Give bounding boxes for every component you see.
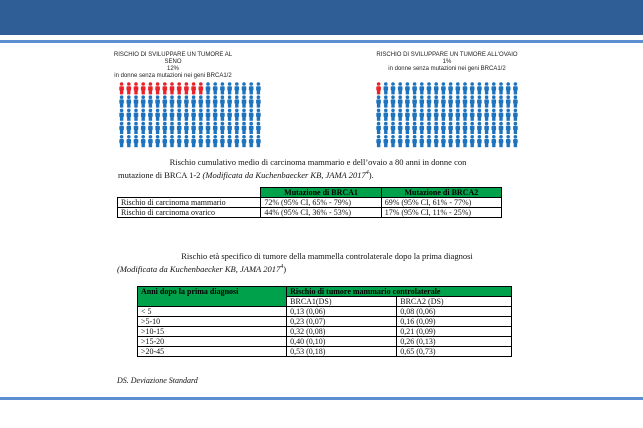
person-icon [448,135,453,147]
table2-title-end: ) [283,263,287,274]
person-icon [477,122,482,134]
person-icon [470,135,475,147]
person-icon [420,135,425,147]
footnote: DS. Deviazione Standard [117,376,198,385]
person-icon [249,95,254,107]
person-icon [213,122,218,134]
person-icon [434,122,439,134]
person-icon [391,95,396,107]
person-icon [405,82,410,94]
person-icon [134,82,139,94]
table-cell: 0,08 (0,06) [397,307,512,317]
person-icon [477,109,482,121]
table2-source: (Modificata da Kuchenbaecker KB, JAMA 2017 [117,263,281,274]
person-icon [127,122,132,134]
person-icon [242,109,247,121]
table2-source-ref: 4 [280,264,284,270]
breast-risk-percent: 12% [166,66,179,72]
person-icon [206,109,211,121]
person-icon [384,135,389,147]
table-cell: 44% (95% CI, 36% - 53%) [261,208,381,218]
person-icon [235,82,240,94]
table-row [138,327,512,337]
person-icon [391,122,396,134]
table2-title [117,251,537,275]
person-icon [148,95,153,107]
person-icon [391,109,396,121]
person-icon [220,135,225,147]
ovary-risk-subtitle: in donne senza mutazioni nei geni BRCA1/2 [388,66,506,72]
person-icon [141,109,146,121]
person-icon [412,82,417,94]
person-icon [484,82,489,94]
person-icon [141,122,146,134]
table-cell: 0,13 (0,06) [287,307,397,317]
person-icon [376,95,381,107]
person-icon [499,82,504,94]
person-icon [484,122,489,134]
person-icon [427,135,432,147]
person-icon [412,122,417,134]
person-icon [134,135,139,147]
table2-header-group: Rischio di tumore mammario controlaterale [287,287,512,297]
person-icon [249,109,254,121]
person-icon [506,95,511,107]
person-icon [448,95,453,107]
person-icon [492,122,497,134]
person-icon [492,135,497,147]
table1-source: (Modificata da Kuchenbaecker KB, JAMA 2017 [202,169,366,180]
table-cell: Rischio di carcinoma mammario [118,198,261,208]
person-icon [235,135,240,147]
breast-risk-pictogram [118,82,262,149]
person-icon [148,122,153,134]
table-row [138,307,512,317]
person-icon [199,109,204,121]
person-icon [170,135,175,147]
person-icon [448,109,453,121]
person-icon [163,95,168,107]
person-icon [184,122,189,134]
person-icon [220,95,225,107]
footer-rule [0,397,643,400]
person-icon [177,122,182,134]
person-icon [227,95,232,107]
person-icon [456,122,461,134]
person-icon [398,95,403,107]
person-icon [191,95,196,107]
table-cell: >10-15 [138,327,287,337]
header-rule [0,40,643,43]
ovary-risk-percent: 1% [442,59,452,65]
person-icon [127,135,132,147]
person-icon [249,135,254,147]
person-icon [470,82,475,94]
person-icon [470,95,475,107]
person-icon [213,95,218,107]
person-icon [398,82,403,94]
person-icon [376,135,381,147]
table1-header-brca1: Mutazione di BRCA1 [261,188,381,198]
person-icon [227,135,232,147]
person-icon [405,95,410,107]
person-icon [384,82,389,94]
person-icon [492,109,497,121]
table1-header-row [118,188,502,198]
ovary-figures [375,82,519,149]
person-icon [420,109,425,121]
person-icon [441,122,446,134]
person-icon [513,82,518,94]
person-icon [199,95,204,107]
person-icon [177,95,182,107]
person-icon [499,122,504,134]
person-icon [199,122,204,134]
person-icon [477,82,482,94]
person-icon [405,135,410,147]
person-icon [170,122,175,134]
person-icon [206,95,211,107]
person-icon [376,122,381,134]
person-icon [506,122,511,134]
table-row [138,317,512,327]
person-icon [191,135,196,147]
person-icon [155,82,160,94]
person-icon [119,122,124,134]
person-icon [470,109,475,121]
person-icon [227,109,232,121]
person-icon [155,135,160,147]
person-icon [441,135,446,147]
person-icon [119,82,124,94]
person-icon [163,122,168,134]
person-icon [170,109,175,121]
person-icon [398,122,403,134]
person-icon [141,95,146,107]
person-icon [434,82,439,94]
person-icon [427,95,432,107]
person-icon [456,82,461,94]
person-icon [420,122,425,134]
person-icon [405,109,410,121]
contralateral-risk-table [137,286,512,357]
brca-cumulative-risk-table [117,187,502,218]
person-icon [213,135,218,147]
table-cell: >20-45 [138,347,287,357]
person-icon [456,95,461,107]
person-icon [513,135,518,147]
person-icon [235,122,240,134]
person-icon [199,82,204,94]
person-icon [456,135,461,147]
person-icon [184,95,189,107]
person-icon [484,135,489,147]
person-icon [249,82,254,94]
person-icon [184,82,189,94]
person-icon [177,135,182,147]
person-icon [177,109,182,121]
person-icon [398,135,403,147]
person-icon [448,122,453,134]
table-cell: 72% (95% CI, 65% - 79%) [261,198,381,208]
table1-header-empty [118,188,261,198]
person-icon [119,95,124,107]
person-icon [441,95,446,107]
person-icon [434,95,439,107]
person-icon [477,95,482,107]
person-icon [213,82,218,94]
person-icon [127,95,132,107]
person-icon [434,109,439,121]
person-icon [463,109,468,121]
person-icon [384,122,389,134]
ovary-risk-pictogram [375,82,519,149]
ovary-risk-caption [372,52,522,73]
person-icon [391,82,396,94]
table2-title-line1: Rischio età specifico di tumore della mammella controlaterale dopo la prima diagnosi [181,251,473,261]
person-icon [163,135,168,147]
person-icon [141,135,146,147]
person-icon [499,135,504,147]
person-icon [148,109,153,121]
person-icon [477,135,482,147]
person-icon [249,122,254,134]
table-cell: 0,23 (0,07) [287,317,397,327]
table1-intro-line2: mutazione di BRCA 1-2 [118,169,203,180]
breast-risk-subtitle: in donne senza mutazioni nei geni BRCA1/2 [114,73,232,79]
person-icon [506,82,511,94]
person-icon [441,82,446,94]
table2-header-years: Anni dopo la prima diagnosi [138,287,287,307]
breast-risk-title: RISCHIO DI SVILUPPARE UN TUMORE AL SENO [113,52,233,65]
person-icon [127,109,132,121]
person-icon [513,95,518,107]
table-cell: Rischio di carcinoma ovarico [118,208,261,218]
person-icon [127,82,132,94]
table-cell: 0,21 (0,09) [397,327,512,337]
person-icon [506,109,511,121]
person-icon [499,95,504,107]
person-icon [155,95,160,107]
person-icon [427,122,432,134]
ovary-risk-title: RISCHIO DI SVILUPPARE UN TUMORE ALL'OVAIO [376,52,518,58]
person-icon [155,122,160,134]
table-cell: 0,65 (0,73) [397,347,512,357]
person-icon [155,109,160,121]
person-icon [184,135,189,147]
person-icon [513,122,518,134]
person-icon [177,82,182,94]
person-icon [184,109,189,121]
table-row [118,198,502,208]
person-icon [463,122,468,134]
person-icon [163,82,168,94]
table-cell: 0,26 (0,13) [397,337,512,347]
person-icon [506,135,511,147]
person-icon [441,109,446,121]
table-cell: 17% (95% CI, 11% - 25%) [381,208,501,218]
person-icon [206,122,211,134]
table1-intro-line1: Rischio cumulativo medio di carcinoma mammario e dell’ovaio a 80 anni in donne con [169,157,467,167]
table-cell: >5-10 [138,317,287,327]
person-icon [256,109,261,121]
person-icon [256,82,261,94]
person-icon [420,95,425,107]
person-icon [463,135,468,147]
person-icon [427,109,432,121]
table2-header-row [138,287,512,297]
person-icon [434,135,439,147]
person-icon [463,95,468,107]
person-icon [191,109,196,121]
person-icon [206,82,211,94]
table2-subheader-brca2: BRCA2 (DS) [397,297,512,307]
person-icon [191,122,196,134]
person-icon [134,95,139,107]
person-icon [148,82,153,94]
table-row [118,208,502,218]
person-icon [235,95,240,107]
person-icon [220,122,225,134]
person-icon [119,135,124,147]
person-icon [484,109,489,121]
table-cell: 0,16 (0,09) [397,317,512,327]
table-cell: 0,40 (0,10) [287,337,397,347]
table-cell: 69% (95% CI, 61% - 77%) [381,198,501,208]
table-cell: 0,53 (0,18) [287,347,397,357]
person-icon [191,82,196,94]
person-icon [470,122,475,134]
table1-intro-end: ). [368,169,374,180]
breast-figures [118,82,262,149]
table-cell: < 5 [138,307,287,317]
table-cell: 0,32 (0,08) [287,327,397,337]
person-icon [405,122,410,134]
person-icon [456,109,461,121]
table-row [138,337,512,347]
person-icon [199,135,204,147]
table1-header-brca2: Mutazione di BRCA2 [381,188,501,198]
breast-risk-caption [108,52,238,80]
table1-intro [118,157,518,181]
person-icon [412,95,417,107]
person-icon [227,122,232,134]
person-icon [484,95,489,107]
person-icon [448,82,453,94]
person-icon [220,109,225,121]
person-icon [463,82,468,94]
person-icon [141,82,146,94]
person-icon [148,135,153,147]
person-icon [242,122,247,134]
person-icon [391,135,396,147]
person-icon [163,109,168,121]
header-bar [0,0,643,35]
person-icon [134,109,139,121]
person-icon [412,135,417,147]
person-icon [492,82,497,94]
person-icon [119,109,124,121]
person-icon [376,109,381,121]
person-icon [134,122,139,134]
person-icon [412,109,417,121]
person-icon [206,135,211,147]
person-icon [513,109,518,121]
person-icon [170,95,175,107]
person-icon [256,95,261,107]
person-icon [242,82,247,94]
person-icon [242,95,247,107]
person-icon [492,95,497,107]
person-icon [398,109,403,121]
person-icon [256,122,261,134]
person-icon [499,109,504,121]
person-icon [227,82,232,94]
person-icon [213,109,218,121]
person-icon [376,82,381,94]
person-icon [170,82,175,94]
person-icon [384,109,389,121]
person-icon [256,135,261,147]
person-icon [384,95,389,107]
table1-source-ref: 4 [365,170,369,176]
table-cell: >15-20 [138,337,287,347]
table2-subheader-brca1: BRCA1(DS) [287,297,397,307]
person-icon [427,82,432,94]
person-icon [420,82,425,94]
person-icon [220,82,225,94]
person-icon [242,135,247,147]
table-row [138,347,512,357]
person-icon [235,109,240,121]
